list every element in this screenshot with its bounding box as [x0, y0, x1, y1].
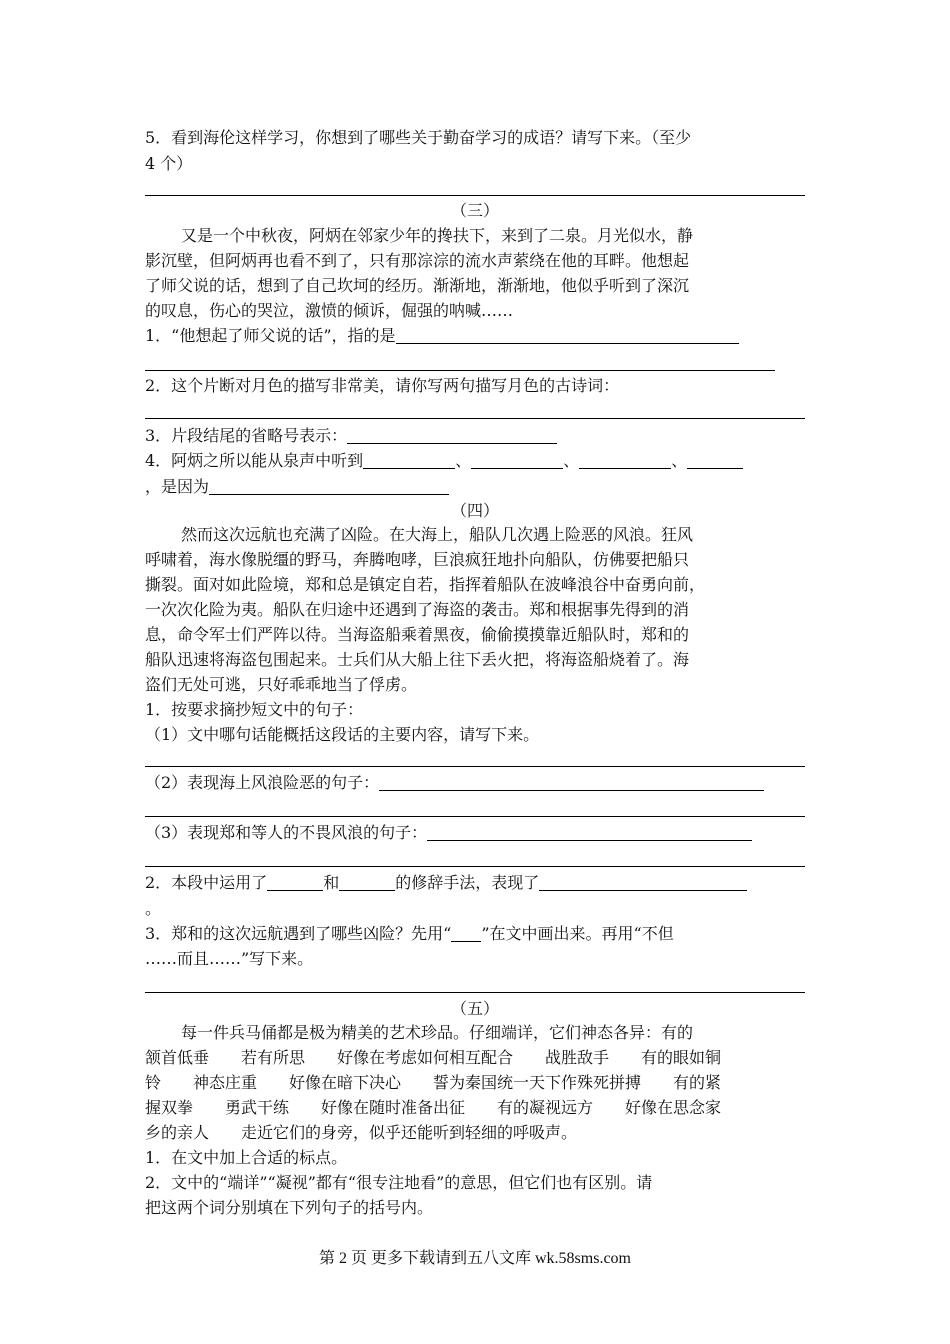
sec5-para-line: 乡的亲人 走近它们的身旁，似乎还能听到轻细的呼吸声。: [145, 1123, 578, 1142]
sec3-q1: [145, 325, 805, 347]
fill-blank[interactable]: [209, 478, 449, 495]
sec4-q1a: （1）文中哪句话能概括这段话的主要内容，请写下来。: [145, 725, 540, 744]
section-title-5: （五）: [450, 999, 499, 1018]
section-title-4: （四）: [450, 501, 499, 520]
sec4-q2: [145, 872, 805, 894]
sec4-q2-end: 。: [145, 899, 162, 918]
sec4-q3-b: ”在文中画出来。再用“不但: [481, 924, 674, 943]
underline-mark: [451, 925, 481, 942]
sec4-q3-a: 3．郑和的这次远航遇到了哪些凶险？先用“: [145, 924, 452, 943]
sec4-q3: [145, 923, 805, 945]
sec4-q2-b: 和: [323, 873, 340, 892]
fill-blank[interactable]: [339, 874, 395, 891]
sec5-para-line: 每一件兵马俑都是极为精美的艺术珍品。仔细端详，它们神态各异：有的: [181, 1023, 694, 1042]
sec3-para-line: 的叹息，伤心的哭泣，激愤的倾诉，倔强的呐喊……: [145, 301, 514, 320]
fill-blank[interactable]: [687, 452, 743, 469]
sec4-q1b: [145, 772, 805, 794]
sec3-para-line: 又是一个中秋夜，阿炳在邻家少年的搀扶下，来到了二泉。月光似水，静: [181, 226, 694, 245]
sep: 、: [671, 451, 688, 470]
fill-blank[interactable]: [579, 452, 671, 469]
answer-line: [145, 992, 805, 993]
sec4-q1c-text: （3）表现郑和等人的不畏风浪的句子：: [145, 823, 428, 842]
sec4-q3-line2: ……而且……”写下来。: [145, 949, 314, 968]
sec3-q4-because: ，是因为: [145, 477, 210, 496]
fill-blank[interactable]: [427, 824, 752, 841]
answer-line: [145, 370, 775, 371]
sec5-para-line: 握双拳 勇武干练 好像在随时准备出征 有的凝视远方 好像在思念家: [145, 1098, 722, 1117]
sec4-para-line: 息，命令军士们严阵以待。当海盗船乘着黑夜，偷偷摸摸靠近船队时，郑和的: [145, 625, 690, 644]
sec4-q1: 1．按要求摘抄短文中的句子：: [145, 700, 364, 719]
sep: 、: [563, 451, 580, 470]
sec3-q4-text: 4．阿炳之所以能从泉声中听到: [145, 451, 364, 470]
sec4-q1c: [145, 822, 805, 844]
fill-blank[interactable]: [396, 327, 739, 344]
answer-line: [145, 816, 805, 817]
sec4-para-line: 呼啸着，海水像脱缰的野马，奔腾咆哮，巨浪疯狂地扑向船队，仿佛要把船只: [145, 550, 690, 569]
sec3-q1-text: 1．“他想起了师父说的话”，指的是: [145, 326, 396, 345]
fill-blank[interactable]: [267, 874, 323, 891]
sec4-para-line: 然而这次远航也充满了凶险。在大海上，船队几次遇上险恶的风浪。狂风: [181, 525, 694, 544]
q5-line2: 4 个）: [145, 154, 193, 173]
answer-line: [145, 866, 805, 867]
sec4-q2-c: 的修辞手法，表现了: [395, 873, 540, 892]
sec5-para-line: 颔首低垂 若有所思 好像在考虑如何相互配合 战胜敌手 有的眼如铜: [145, 1048, 722, 1067]
fill-blank[interactable]: [363, 452, 455, 469]
sec3-q4: [145, 450, 805, 472]
sec5-para-line: 铃 神态庄重 好像在暗下决心 誓为秦国统一天下作殊死拼搏 有的紧: [145, 1073, 722, 1092]
sec3-q4-cont: [145, 476, 805, 498]
answer-line: [145, 766, 805, 767]
section-title-3: （三）: [450, 201, 499, 220]
sec3-q2: 2．这个片断对月色的描写非常美，请你写两句描写月色的古诗词：: [145, 376, 620, 395]
sec4-para-line: 船队迅速将海盗包围起来。士兵们从大船上往下丢火把，将海盗船烧着了。海: [145, 650, 690, 669]
sec5-q2-line1: 2．文中的“端详”“凝视”都有“很专注地看”的意思，但它们也有区别。请: [145, 1173, 653, 1192]
fill-blank[interactable]: [539, 874, 747, 891]
sec3-para-line: 了师父说的话，想到了自己坎坷的经历。渐渐地，渐渐地，他似乎听到了深沉: [145, 276, 690, 295]
sec3-q3: [145, 425, 805, 447]
sec3-para-line: 影沉壁，但阿炳再也看不到了，只有那淙淙的流水声萦绕在他的耳畔。他想起: [145, 251, 690, 270]
sep: 、: [455, 451, 472, 470]
sec5-q2-line2: 把这两个词分别填在下列句子的括号内。: [145, 1198, 434, 1217]
sec3-q3-text: 3．片段结尾的省略号表示：: [145, 426, 348, 445]
sec4-para-line: 一次次化险为夷。船队在归途中还遇到了海盗的袭击。郑和根据事先得到的消: [145, 600, 690, 619]
page-footer: 第 2 页 更多下载请到五八文库 wk.58sms.com: [318, 1250, 631, 1267]
answer-line: [145, 418, 805, 419]
fill-blank[interactable]: [471, 452, 563, 469]
fill-blank[interactable]: [379, 774, 764, 791]
answer-line: [145, 195, 805, 196]
fill-blank[interactable]: [347, 427, 557, 444]
sec4-para-line: 盗们无处可逃，只好乖乖地当了俘虏。: [145, 675, 418, 694]
sec4-para-line: 撕裂。面对如此险境，郑和总是镇定自若，指挥着船队在波峰浪谷中奋勇向前，: [145, 575, 706, 594]
q5-line1: 5．看到海伦这样学习，你想到了哪些关于勤奋学习的成语？请写下来。（至少: [145, 128, 692, 147]
sec5-q1: 1．在文中加上合适的标点。: [145, 1148, 348, 1167]
sec4-q2-a: 2．本段中运用了: [145, 873, 268, 892]
sec4-q1b-text: （2）表现海上风浪险恶的句子：: [145, 773, 380, 792]
